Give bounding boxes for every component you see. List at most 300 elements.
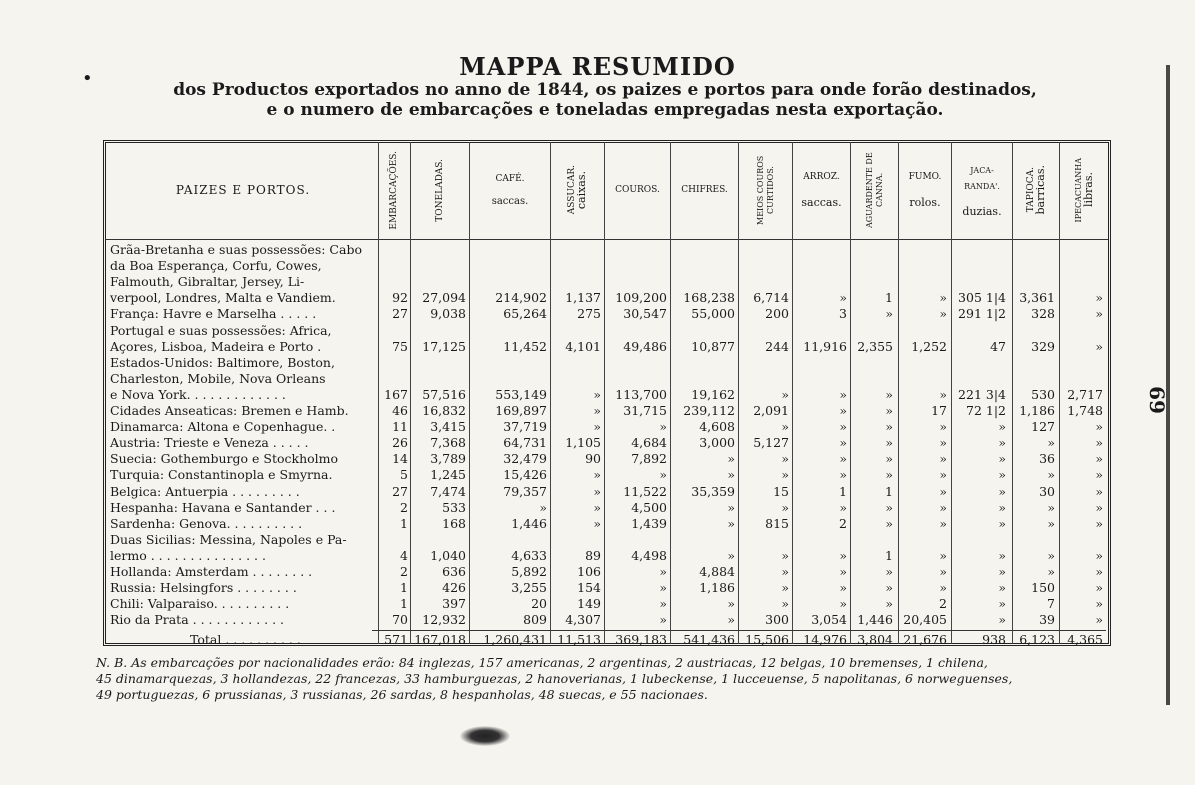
cell-value: » <box>593 467 601 483</box>
cell-value: 113,700 <box>615 386 667 402</box>
table-row <box>0 243 1195 256</box>
page-title: MAPPA RESUMIDO <box>459 52 736 81</box>
bullet-mark: • <box>82 68 93 89</box>
cell-value: 11,513 <box>557 632 601 647</box>
row-name: verpool, Londres, Malta e Vandiem. <box>110 290 336 306</box>
cell-value: » <box>839 435 847 451</box>
cell-value: » <box>1095 483 1103 499</box>
cell-value: 4,101 <box>565 338 601 354</box>
cell-value: » <box>939 515 947 531</box>
cell-value: » <box>727 612 735 628</box>
cell-value: 57,516 <box>422 386 466 402</box>
cell-value: 426 <box>442 580 466 596</box>
cell-value: » <box>1095 467 1103 483</box>
cell-value: » <box>939 580 947 596</box>
cell-value: » <box>885 580 893 596</box>
cell-value: » <box>1095 499 1103 515</box>
cell-value: 214,902 <box>495 290 547 306</box>
cell-value: » <box>998 612 1006 628</box>
row-name: Charleston, Mobile, Nova Orleans <box>110 370 326 386</box>
header-embarcacoes: EMBARCAÇÕES. <box>389 150 399 230</box>
cell-value: » <box>998 499 1006 515</box>
row-name: Turquia: Constantinopla e Smyrna. <box>110 467 333 483</box>
cell-value: 32,479 <box>503 451 547 467</box>
cell-value: 12,932 <box>422 612 466 628</box>
cell-value: 7,892 <box>631 451 667 467</box>
cell-value: 2,717 <box>1067 386 1103 402</box>
cell-value: » <box>998 435 1006 451</box>
header-aguardente: AGUARDENTE DE CANNA. <box>864 152 884 228</box>
cell-value: 3 <box>839 306 847 322</box>
cell-value: 30,547 <box>623 306 667 322</box>
cell-value: 200 <box>765 306 789 322</box>
header-toneladas: TONELADAS. <box>435 158 445 222</box>
cell-value: » <box>1095 596 1103 612</box>
cell-value: 27 <box>392 306 408 322</box>
cell-value: 4,365 <box>1067 632 1103 647</box>
cell-value: 17 <box>931 403 947 418</box>
table-row <box>0 485 1195 498</box>
cell-value: » <box>998 580 1006 596</box>
cell-value: 3,000 <box>699 435 735 451</box>
cell-value: » <box>939 451 947 467</box>
cell-value: 1 <box>885 483 893 499</box>
row-name: Cidades Anseaticas: Bremen e Hamb. <box>110 403 349 418</box>
cell-value: 72 1|2 <box>966 403 1006 418</box>
cell-value: » <box>1095 435 1103 451</box>
cell-value: » <box>939 467 947 483</box>
row-name: Belgica: Antuerpia . . . . . . . . . <box>110 483 300 499</box>
cell-value: » <box>727 515 735 531</box>
row-name: Hollanda: Amsterdam . . . . . . . . <box>110 564 313 579</box>
cell-value: 1,186 <box>699 580 735 596</box>
cell-value: 15,426 <box>503 467 547 483</box>
cell-value: 2,355 <box>857 338 893 354</box>
header-ipecacuanha-unit: libras. <box>1081 172 1095 208</box>
cell-value: » <box>1095 515 1103 531</box>
header-ipecacuanha <box>1061 144 1106 236</box>
cell-value: 1 <box>839 483 847 499</box>
header-fumo-unit: rolos. <box>909 195 941 209</box>
row-name: Açores, Lisboa, Madeira e Porto . <box>110 338 322 354</box>
table-row <box>0 613 1195 626</box>
cell-value: 90 <box>585 451 601 467</box>
table-row <box>0 372 1195 385</box>
cell-value: 7 <box>1047 596 1055 612</box>
cell-value: » <box>781 451 789 467</box>
cell-value: 10,877 <box>691 338 735 354</box>
table-row <box>0 517 1195 530</box>
cell-value: 4 <box>400 547 408 563</box>
cell-value: » <box>781 419 789 435</box>
cell-value: 1,260,431 <box>483 632 547 647</box>
cell-value: » <box>727 547 735 563</box>
cell-value: » <box>727 596 735 612</box>
header-rule <box>106 239 1108 240</box>
row-name: Dinamarca: Altona e Copenhague. . <box>110 419 336 435</box>
row-name: Portugal e suas possessões: Africa, <box>110 322 332 338</box>
cell-value: 938 <box>982 632 1006 647</box>
cell-value: » <box>1047 435 1055 451</box>
cell-value: 1 <box>885 547 893 563</box>
row-name: Sardenha: Genova. . . . . . . . . . <box>110 515 303 531</box>
table-row <box>0 597 1195 610</box>
row-name: lermo . . . . . . . . . . . . . . . <box>110 547 266 563</box>
cell-value: 14,976 <box>803 632 847 647</box>
cell-value: » <box>939 290 947 306</box>
cell-value: » <box>781 547 789 563</box>
subtitle-line-2: e o numero de embarcações e toneladas empregadas nesta exportação. <box>266 100 944 120</box>
cell-value: » <box>659 596 667 612</box>
cell-value: 47 <box>990 338 1006 354</box>
page-number: 69 <box>1144 386 1169 414</box>
cell-value: » <box>1095 338 1103 354</box>
cell-value: 305 1|4 <box>958 290 1006 306</box>
cell-value: 39 <box>1039 612 1055 628</box>
cell-value: » <box>998 451 1006 467</box>
cell-value: 64,731 <box>503 435 547 451</box>
cell-value: » <box>727 467 735 483</box>
cell-value: » <box>593 419 601 435</box>
cell-value: » <box>939 547 947 563</box>
cell-value: 533 <box>442 499 466 515</box>
cell-value: » <box>939 483 947 499</box>
cell-value: » <box>1095 419 1103 435</box>
cell-value: 530 <box>1031 386 1055 402</box>
table-row <box>0 565 1195 578</box>
cell-value: » <box>998 483 1006 499</box>
header-tapioca-unit: barricas. <box>1034 165 1047 215</box>
cell-value: » <box>839 386 847 402</box>
cell-value: 636 <box>442 564 466 579</box>
cell-value: 92 <box>392 290 408 306</box>
table-row <box>0 275 1195 288</box>
cell-value: » <box>593 386 601 402</box>
cell-value: » <box>659 612 667 628</box>
cell-value: 571 <box>384 632 408 647</box>
table-row <box>0 501 1195 514</box>
cell-value: 20,405 <box>903 612 947 628</box>
cell-value: 49,486 <box>623 338 667 354</box>
cell-value: 3,789 <box>430 451 466 467</box>
cell-value: » <box>939 419 947 435</box>
cell-value: 4,684 <box>631 435 667 451</box>
cell-value: 14 <box>392 451 408 467</box>
cell-value: 46 <box>392 403 408 418</box>
cell-value: 17,125 <box>422 338 466 354</box>
cell-value: 36 <box>1039 451 1055 467</box>
cell-value: » <box>939 564 947 579</box>
cell-value: 3,054 <box>811 612 847 628</box>
cell-value: » <box>885 403 893 418</box>
row-name: França: Havre e Marselha . . . . . <box>110 306 317 322</box>
cell-value: 4,307 <box>565 612 601 628</box>
cell-value: 79,357 <box>503 483 547 499</box>
header-fumo <box>900 144 950 236</box>
cell-value: » <box>839 403 847 418</box>
header-meios-couros: MEIOS COUROS CURTIDOS. <box>755 155 775 225</box>
cell-value: 154 <box>577 580 601 596</box>
cell-value: » <box>1047 467 1055 483</box>
cell-value: 2,091 <box>753 403 789 418</box>
cell-value: 2 <box>400 499 408 515</box>
cell-value: » <box>839 499 847 515</box>
table-row <box>0 404 1195 417</box>
cell-value: » <box>1095 547 1103 563</box>
header-tapioca <box>1014 144 1058 236</box>
cell-value: 397 <box>442 596 466 612</box>
cell-value: 150 <box>1031 580 1055 596</box>
table-row <box>0 340 1195 353</box>
cell-value: 16,832 <box>422 403 466 418</box>
cell-value: » <box>727 499 735 515</box>
footnote <box>96 655 1106 703</box>
cell-value: » <box>659 467 667 483</box>
cell-value: 168 <box>442 515 466 531</box>
cell-value: 328 <box>1031 306 1055 322</box>
cell-value: 369,183 <box>615 632 667 647</box>
cell-value: 1 <box>400 596 408 612</box>
cell-value: » <box>839 580 847 596</box>
cell-value: 4,633 <box>511 547 547 563</box>
cell-value: 5,892 <box>511 564 547 579</box>
cell-value: 11 <box>392 419 408 435</box>
cell-value: » <box>839 564 847 579</box>
cell-value: » <box>885 306 893 322</box>
header-couros: COUROS. <box>615 185 660 195</box>
cell-value: » <box>885 564 893 579</box>
table-row <box>0 533 1195 546</box>
cell-value: » <box>781 580 789 596</box>
cell-value: » <box>839 419 847 435</box>
cell-value: » <box>998 419 1006 435</box>
cell-value: 55,000 <box>691 306 735 322</box>
cell-value: » <box>885 499 893 515</box>
cell-value: 149 <box>577 596 601 612</box>
cell-value: » <box>1047 499 1055 515</box>
header-chifres: CHIFRES. <box>681 185 728 195</box>
row-name: Russia: Helsingfors . . . . . . . . <box>110 580 297 596</box>
cell-value: 9,038 <box>430 306 466 322</box>
cell-value: » <box>593 499 601 515</box>
header-jacaranda-unit: duzias. <box>962 204 1002 218</box>
cell-value: 1,748 <box>1067 403 1103 418</box>
cell-value: 20 <box>531 596 547 612</box>
table-row <box>0 549 1195 562</box>
cell-value: » <box>839 596 847 612</box>
header-assucar-name: ASSUCAR. <box>567 165 577 215</box>
header-cafe-unit: saccas. <box>491 195 529 207</box>
cell-value: 168,238 <box>683 290 735 306</box>
row-name: Falmouth, Gibraltar, Jersey, Li- <box>110 274 305 290</box>
cell-value: 19,162 <box>691 386 735 402</box>
header-ipecacuanha-name: IPECACUANHA <box>1073 157 1083 223</box>
cell-value: 15 <box>773 483 789 499</box>
total-label: Total . . . . . . . . . . <box>190 632 301 647</box>
row-name: Duas Sicilias: Messina, Napoles e Pa- <box>110 531 347 547</box>
cell-value: » <box>1095 306 1103 322</box>
row-name: Rio da Prata . . . . . . . . . . . . <box>110 612 285 628</box>
subtitle-line-1: dos Productos exportados no anno de 1844, os paizes e portos para onde forão destinados, <box>173 80 1037 100</box>
cell-value: 70 <box>392 612 408 628</box>
cell-value: » <box>781 596 789 612</box>
total-rule <box>372 630 1106 631</box>
cell-value: 4,500 <box>631 499 667 515</box>
cell-value: » <box>939 306 947 322</box>
cell-value: » <box>939 435 947 451</box>
cell-value: » <box>839 547 847 563</box>
cell-value: 3,361 <box>1019 290 1055 306</box>
header-tapioca-name: TAPIOCA. <box>1026 167 1036 213</box>
cell-value: 244 <box>765 338 789 354</box>
cell-value: 21,676 <box>903 632 947 647</box>
cell-value: » <box>885 467 893 483</box>
cell-value: 1 <box>400 580 408 596</box>
cell-value: 11,916 <box>803 338 847 354</box>
cell-value: » <box>839 290 847 306</box>
cell-value: » <box>593 483 601 499</box>
cell-value: 5,127 <box>753 435 789 451</box>
cell-value: 1 <box>400 515 408 531</box>
cell-value: » <box>939 499 947 515</box>
cell-value: » <box>998 547 1006 563</box>
cell-value: 4,608 <box>699 419 735 435</box>
cell-value: » <box>1095 580 1103 596</box>
cell-value: 89 <box>585 547 601 563</box>
row-name: Grãa-Bretanha e suas possessões: Cabo <box>110 242 362 257</box>
header-arroz-unit: saccas. <box>801 195 842 209</box>
cell-value: 5 <box>400 467 408 483</box>
cell-value: » <box>781 564 789 579</box>
cell-value: 239,112 <box>683 403 735 418</box>
cell-value: 7,368 <box>430 435 466 451</box>
header-arroz <box>794 144 849 236</box>
cell-value: » <box>1047 564 1055 579</box>
cell-value: 1,186 <box>1019 403 1055 418</box>
table-row <box>0 259 1195 272</box>
cell-value: 167,018 <box>414 632 466 647</box>
row-name: Estados-Unidos: Baltimore, Boston, <box>110 354 335 370</box>
cell-value: 4,884 <box>699 564 735 579</box>
footnote-line-3: 49 portuguezas, 6 prussianas, 3 russianas, 26 sardas, 8 hespanholas, 48 suecas, e 55 nacionaes. <box>96 687 708 702</box>
row-name: Austria: Trieste e Veneza . . . . . <box>110 435 309 451</box>
cell-value: 7,474 <box>430 483 466 499</box>
cell-value: 127 <box>1031 419 1055 435</box>
cell-value: » <box>781 467 789 483</box>
cell-value: 1,245 <box>430 467 466 483</box>
cell-value: 3,415 <box>430 419 466 435</box>
cell-value: » <box>885 419 893 435</box>
cell-value: » <box>659 564 667 579</box>
cell-value: 2 <box>939 596 947 612</box>
cell-value: 27 <box>392 483 408 499</box>
footnote-line-1: N. B. As embarcações por nacionalidades erão: 84 inglezas, 157 americanas, 2 argentinas, 2 austriacas, 12 belgas, 10 bremenses, 1 chilena, <box>96 655 988 670</box>
table-row <box>0 420 1195 433</box>
cell-value: 815 <box>765 515 789 531</box>
cell-value: 809 <box>523 612 547 628</box>
cell-value: » <box>659 419 667 435</box>
table-row <box>0 356 1195 369</box>
row-name: da Boa Esperança, Corfu, Cowes, <box>110 258 322 274</box>
cell-value: » <box>727 451 735 467</box>
cell-value: » <box>998 467 1006 483</box>
cell-value: » <box>781 499 789 515</box>
table-row <box>0 291 1195 304</box>
cell-value: 109,200 <box>615 290 667 306</box>
header-assucar-unit: caixas. <box>575 170 588 210</box>
cell-value: 75 <box>392 338 408 354</box>
cell-value: » <box>885 435 893 451</box>
cell-value: » <box>1095 612 1103 628</box>
cell-value: 1,105 <box>565 435 601 451</box>
cell-value: 30 <box>1039 483 1055 499</box>
cell-value: 15,506 <box>745 632 789 647</box>
cell-value: 37,719 <box>503 419 547 435</box>
table-row <box>0 324 1195 337</box>
cell-value: 1,137 <box>565 290 601 306</box>
table-row <box>0 436 1195 449</box>
cell-value: 6,123 <box>1019 632 1055 647</box>
cell-value: 3,804 <box>857 632 893 647</box>
cell-value: 11,522 <box>623 483 667 499</box>
cell-value: » <box>1095 564 1103 579</box>
table-row <box>0 468 1195 481</box>
cell-value: » <box>1047 515 1055 531</box>
cell-value: » <box>659 580 667 596</box>
page-subtitle <box>100 80 1110 120</box>
ink-smudge <box>460 726 510 746</box>
cell-value: 27,094 <box>422 290 466 306</box>
footnote-line-2: 45 dinamarquezas, 3 hollandezas, 22 francezas, 33 hamburguezas, 2 hanoverianas, 1 lubeckense, 1 lucceuense, 5 napolitanas, 6 norweguenses, <box>96 671 1013 686</box>
cell-value: 106 <box>577 564 601 579</box>
cell-value: » <box>839 451 847 467</box>
cell-value: 300 <box>765 612 789 628</box>
row-name: e Nova York. . . . . . . . . . . . . <box>110 386 286 402</box>
cell-value: » <box>1095 451 1103 467</box>
table-row <box>0 307 1195 320</box>
cell-value: » <box>781 386 789 402</box>
cell-value: » <box>1095 290 1103 306</box>
cell-value: » <box>839 467 847 483</box>
header-jacaranda <box>953 144 1011 236</box>
row-name: Suecia: Gothemburgo e Stockholmo <box>110 451 339 467</box>
cell-value: 11,452 <box>503 338 547 354</box>
header-fumo-name: FUMO. <box>908 171 942 182</box>
total-row <box>0 633 1195 646</box>
header-cafe-name: CAFÉ. <box>495 173 525 184</box>
cell-value: 553,149 <box>495 386 547 402</box>
cell-value: 6,714 <box>753 290 789 306</box>
cell-value: 1,040 <box>430 547 466 563</box>
cell-value: 169,897 <box>495 403 547 418</box>
cell-value: » <box>939 386 947 402</box>
cell-value: 275 <box>577 306 601 322</box>
cell-value: 4,498 <box>631 547 667 563</box>
cell-value: 1 <box>885 290 893 306</box>
cell-value: » <box>885 596 893 612</box>
row-name: Hespanha: Havana e Santander . . . <box>110 499 336 515</box>
cell-value: 26 <box>392 435 408 451</box>
cell-value: 291 1|2 <box>958 306 1006 322</box>
cell-value: » <box>593 403 601 418</box>
header-jacaranda-name: JACA-RANDA'. <box>964 165 1000 191</box>
header-cafe <box>470 144 550 236</box>
table-row <box>0 452 1195 465</box>
cell-value: » <box>1047 547 1055 563</box>
table-row <box>0 388 1195 401</box>
cell-value: 541,436 <box>683 632 735 647</box>
cell-value: 221 3|4 <box>958 386 1006 402</box>
